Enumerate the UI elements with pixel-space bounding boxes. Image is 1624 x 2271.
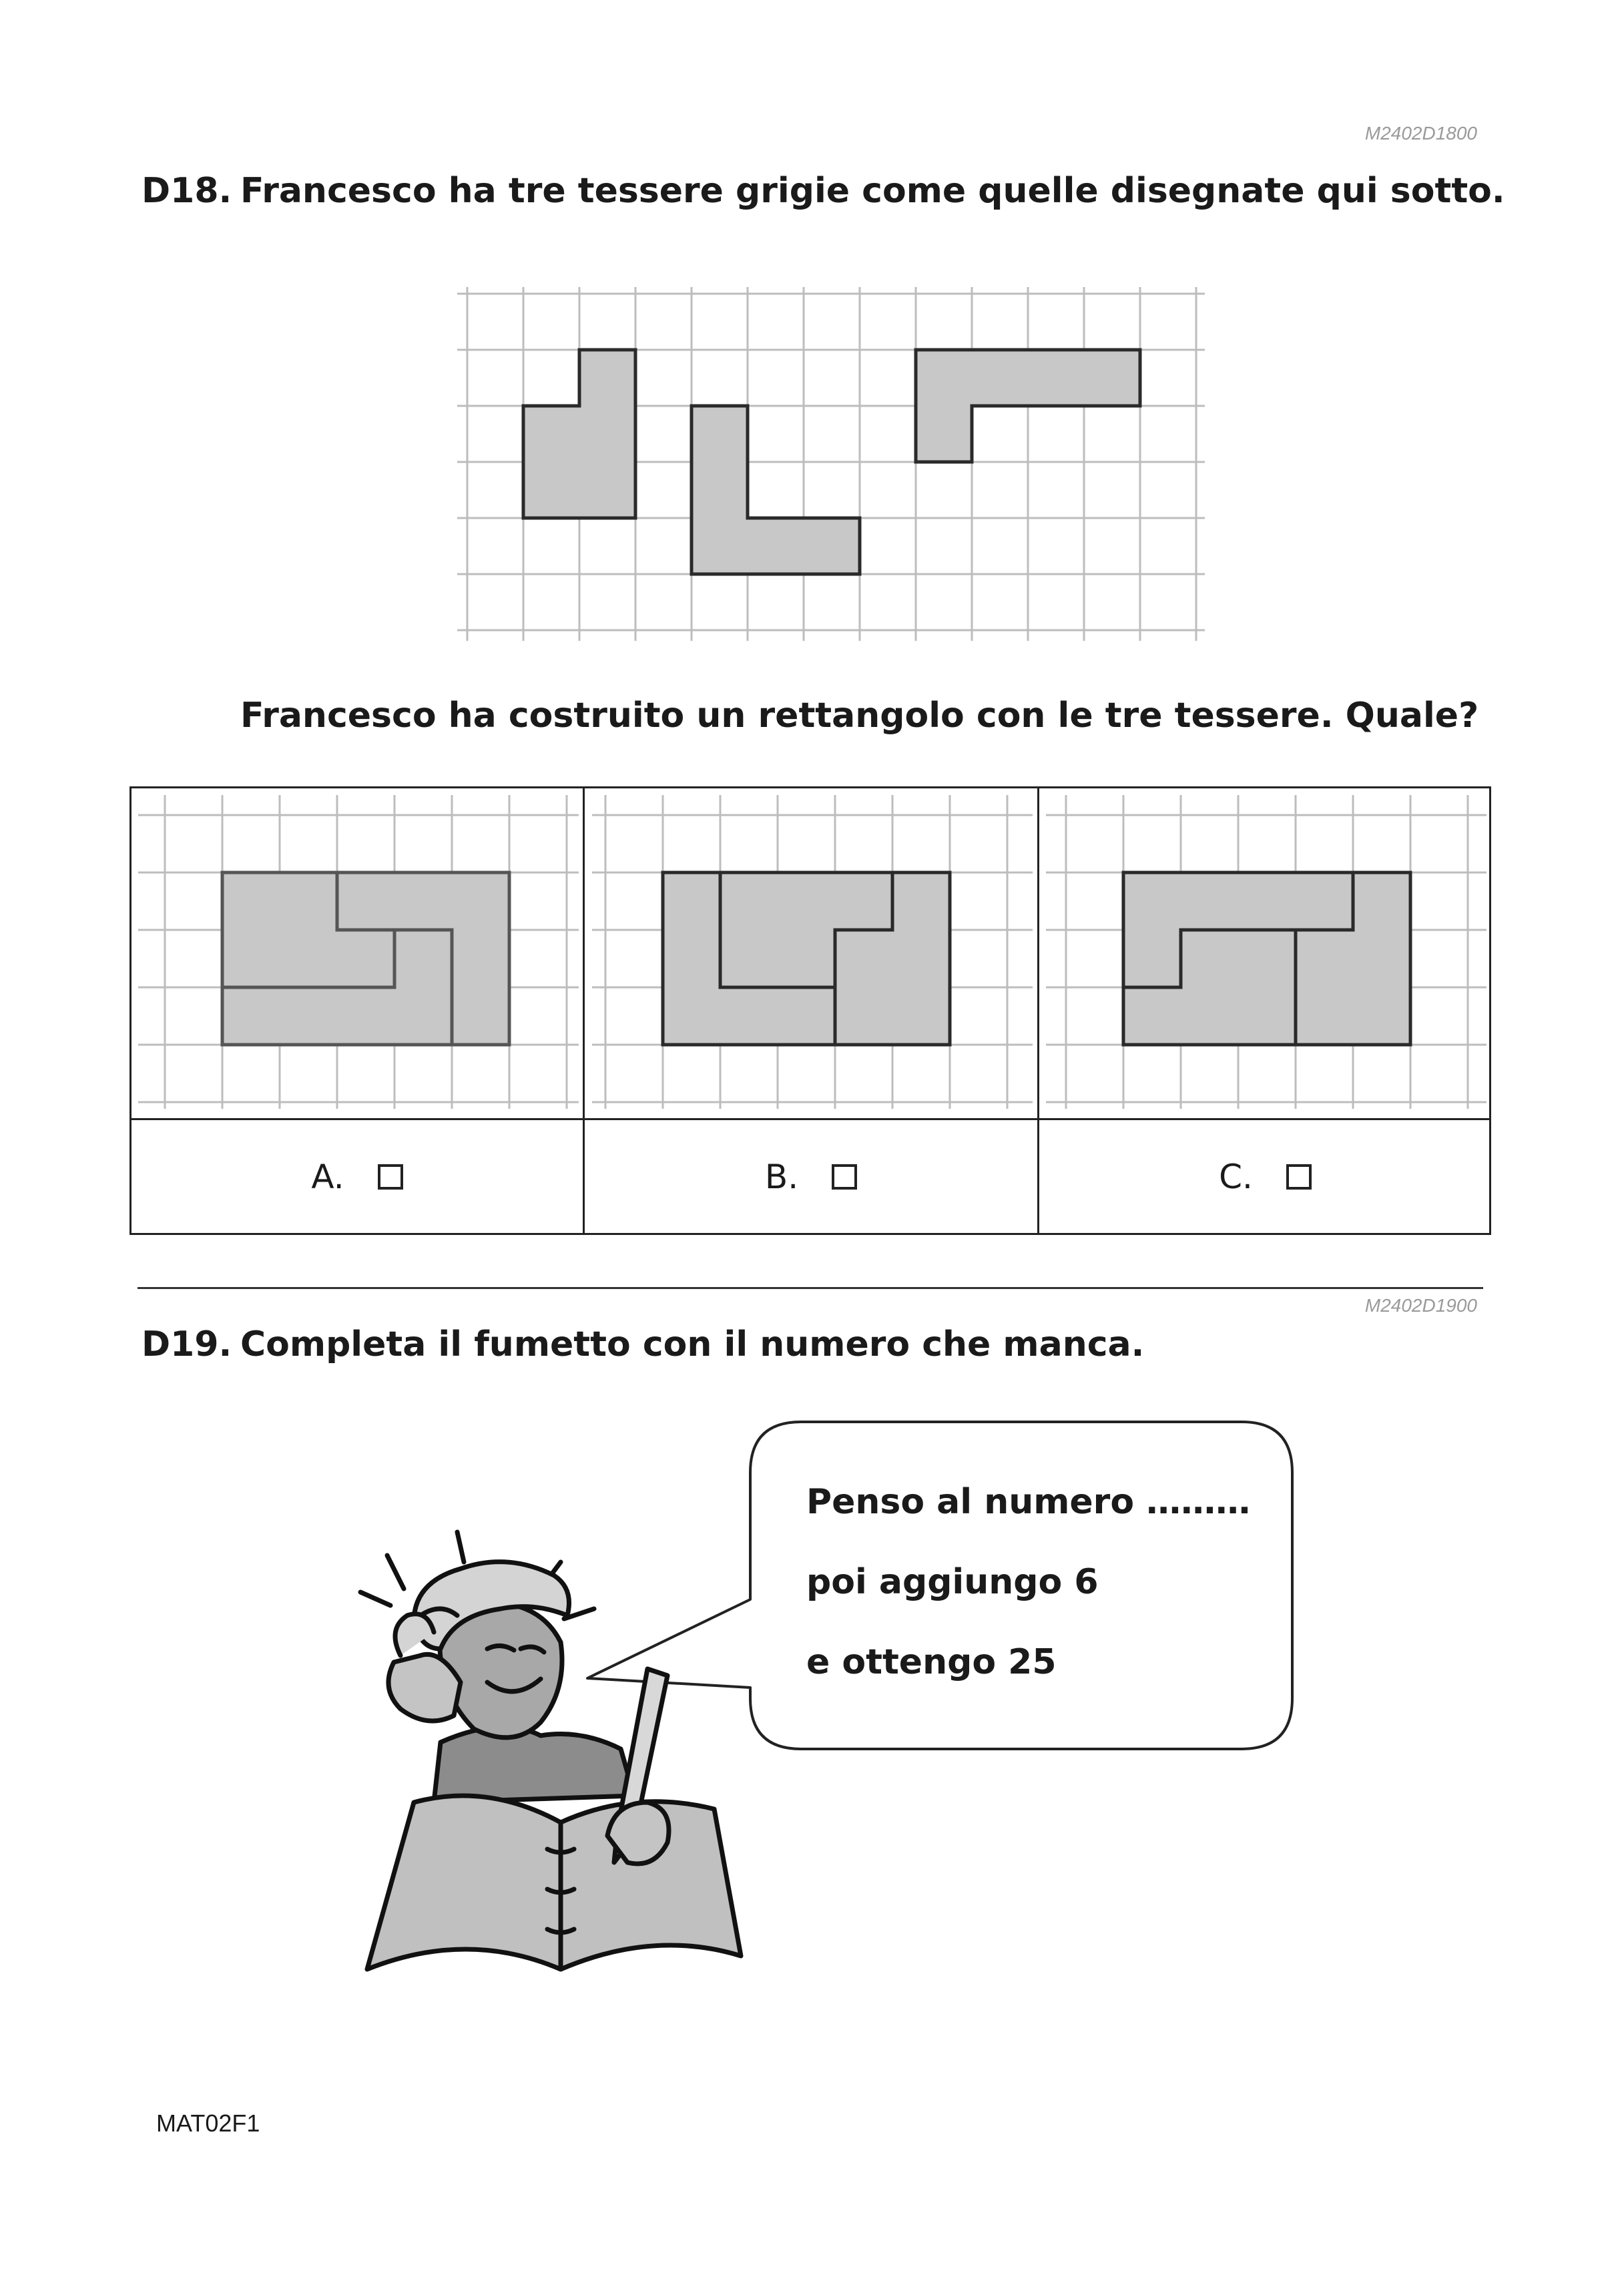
question-text-d19: Completa il fumetto con il numero che manca. (240, 1324, 1145, 1364)
option-a-checkbox[interactable] (378, 1164, 403, 1190)
tiles-figure (454, 280, 1215, 654)
section-divider (138, 1287, 1483, 1289)
option-a-figure (138, 795, 579, 1115)
bubble-line-3: e ottengo 25 (806, 1642, 1057, 1682)
boy-writing-illustration (340, 1515, 754, 1983)
question-code-d18: M2402D1800 (1364, 123, 1477, 144)
question-number-d19: D19. (142, 1324, 232, 1364)
option-c-checkbox[interactable] (1286, 1164, 1312, 1190)
option-c-label: C. (1219, 1158, 1253, 1196)
bubble-line-1: Penso al numero ……… (806, 1482, 1251, 1522)
option-a-label: A. (311, 1158, 344, 1196)
question-text-d18: Francesco ha tre tessere grigie come quelle disegnate qui sotto. (240, 171, 1505, 211)
bubble-line-2: poi aggiungo 6 (806, 1562, 1099, 1602)
option-b-figure (592, 795, 1033, 1115)
option-c[interactable] (1039, 1120, 1491, 1234)
option-c-figure (1046, 795, 1486, 1115)
tile-1 (523, 350, 635, 518)
option-b-checkbox[interactable] (832, 1164, 857, 1190)
option-b[interactable] (585, 1120, 1037, 1234)
option-a[interactable] (131, 1120, 583, 1234)
footer-code: MAT02F1 (156, 2109, 260, 2137)
option-b-label: B. (764, 1158, 799, 1196)
options-table (129, 786, 1491, 1235)
tile-2 (692, 406, 860, 574)
subquestion-d18: Francesco ha costruito un rettangolo con le tre tessere. Quale? (240, 696, 1479, 736)
question-code-d19: M2402D1900 (1364, 1295, 1477, 1316)
question-number-d18: D18. (142, 171, 232, 211)
